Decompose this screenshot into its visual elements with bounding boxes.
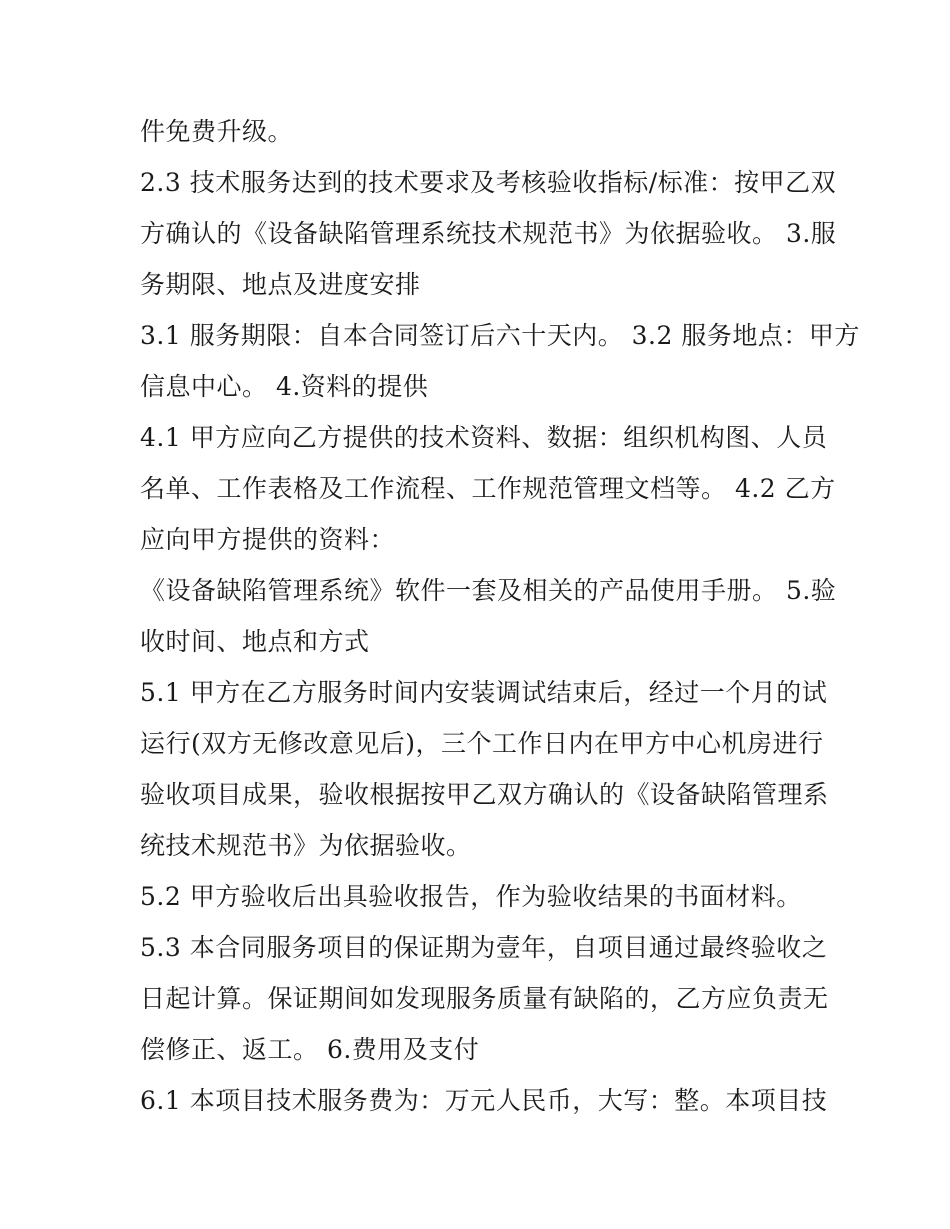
text-line: 信息中心。 4.资料的提供	[140, 372, 429, 401]
text-line: 件免费升级。	[140, 117, 294, 146]
text-line: 运行(双方无修改意见后)，三个工作日内在甲方中心机房进行	[140, 729, 824, 758]
text-line: 统技术规范书》为依据验收。	[140, 831, 472, 860]
text-line: 4.1 甲方应向乙方提供的技术资料、数据：组织机构图、人员	[140, 423, 828, 452]
text-line: 方确认的《设备缺陷管理系统技术规范书》为依据验收。 3.服	[140, 219, 837, 248]
text-line: 5.1 甲方在乙方服务时间内安装调试结束后，经过一个月的试	[140, 678, 828, 707]
document-body	[140, 106, 860, 1126]
text-line: 5.3 本合同服务项目的保证期为壹年，自项目通过最终验收之	[140, 933, 828, 962]
text-line: 务期限、地点及进度安排	[140, 270, 421, 299]
text-line: 2.3 技术服务达到的技术要求及考核验收指标/标准：按甲乙双	[140, 168, 837, 197]
text-line: 日起计算。保证期间如发现服务质量有缺陷的，乙方应负责无	[140, 984, 829, 1013]
text-line: 3.1 服务期限：自本合同签订后六十天内。 3.2 服务地点：甲方	[140, 321, 860, 350]
text-line: 《设备缺陷管理系统》软件一套及相关的产品使用手册。 5.验	[140, 576, 837, 605]
text-line: 偿修正、返工。 6.费用及支付	[140, 1035, 480, 1064]
text-line: 5.2 甲方验收后出具验收报告，作为验收结果的书面材料。	[140, 882, 802, 911]
text-line: 收时间、地点和方式	[140, 627, 370, 656]
text-line: 应向甲方提供的资料：	[140, 525, 396, 554]
text-line: 6.1 本项目技术服务费为：万元人民币，大写：整。本项目技	[140, 1086, 828, 1115]
text-line: 名单、工作表格及工作流程、工作规范管理文档等。 4.2 乙方	[140, 474, 836, 503]
text-line: 验收项目成果，验收根据按甲乙双方确认的《设备缺陷管理系	[140, 780, 829, 809]
